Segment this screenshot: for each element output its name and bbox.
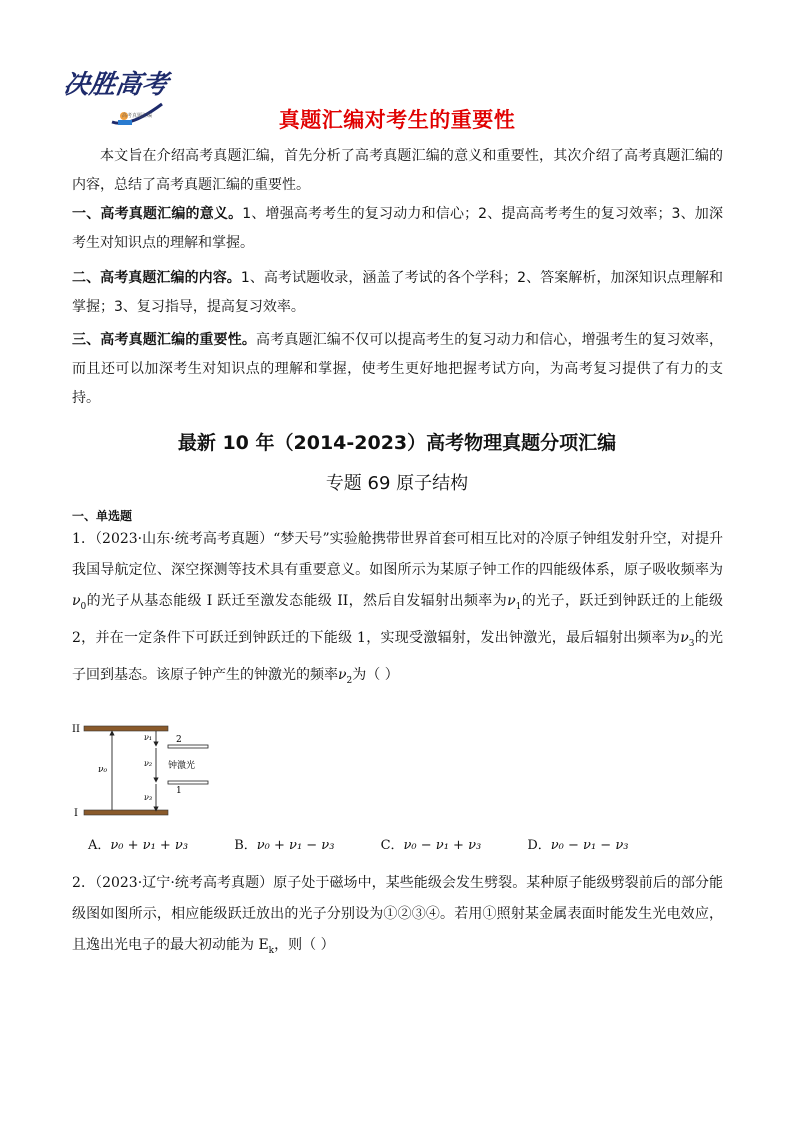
level-I-label: I bbox=[74, 808, 78, 819]
question-1 bbox=[72, 524, 723, 696]
point-2-heading: 二、高考真题汇编的内容。 bbox=[72, 270, 241, 286]
q1-part3: 的光子，跃迁到钟跃迁的上能级 2，并在一定条件下可跃迁到钟跃迁的下能级 1，实现受激辐射，发出钟激光，最后辐射出频率为 bbox=[72, 593, 723, 646]
point-3-text: 高考真题汇编不仅可以提高考生的复习动力和信心，增强考生的复习效率，而且还可以加深考生对知识点的理解和掌握，使考生更好地把握考试方向，为高考复习提供了有力的支持。 bbox=[72, 332, 724, 406]
point-1-heading: 一、高考真题汇编的意义。 bbox=[72, 206, 243, 222]
nu1-label: ν₁ bbox=[144, 733, 153, 742]
point-2-text: 1、高考试题收录，涵盖了考试的各个学科；2、答案解析，加深知识点理解和掌握；3、复习指导，提高复习效率。 bbox=[72, 270, 724, 315]
option-c-label: C． bbox=[380, 838, 404, 853]
q2-text: 2．（2023·辽宁·统考高考真题）原子处于磁场中，某些能级会发生劈裂。某种原子能级劈裂前后的部分能级图如图所示，相应能级跃迁放出的光子分别设为①②③④。若用①照射某金属表面时能发生光电效应，且逸出光电子的最大初动能为 E bbox=[72, 875, 723, 953]
option-c[interactable] bbox=[381, 834, 482, 853]
nu2-symbol: $\nu_2$ bbox=[338, 666, 353, 686]
option-a[interactable] bbox=[88, 834, 188, 853]
option-c-expr: ν₀ − ν₁ + ν₃ bbox=[403, 838, 482, 853]
q2-end: ，则（ ） bbox=[274, 937, 335, 953]
logo-text: 决胜高考 bbox=[61, 70, 170, 100]
main-title: 真题汇编对考生的重要性 bbox=[278, 108, 516, 132]
point-2 bbox=[72, 264, 723, 322]
nu2-label: ν₂ bbox=[144, 759, 153, 768]
level-1-label: 1 bbox=[176, 786, 182, 796]
q2-subscript: k bbox=[268, 945, 275, 956]
option-a-expr: ν₀ + ν₁ + ν₃ bbox=[110, 838, 189, 853]
level-II-label: II bbox=[72, 724, 80, 735]
point-1 bbox=[72, 200, 723, 258]
option-d-label: D． bbox=[527, 838, 551, 853]
q1-part4: 的光子回到基态。该原子钟产生的钟激光的频率 bbox=[72, 629, 724, 683]
q1-part5: 为（ ） bbox=[352, 666, 399, 683]
q1-part2: 的光子从基态能级 I 跃迁至激发态能级 II，然后自发辐射出频率为 bbox=[86, 593, 508, 609]
option-b-label: B． bbox=[234, 838, 257, 853]
logo-subtitle: 高考真题汇编 bbox=[122, 113, 153, 119]
option-b[interactable] bbox=[234, 834, 334, 853]
option-b-expr: ν₀ + ν₁ − ν₃ bbox=[256, 838, 335, 853]
nu3-symbol: $\nu_3$ bbox=[680, 629, 695, 649]
section-label: 一、单选题 bbox=[72, 509, 133, 523]
level-II-bar bbox=[84, 726, 168, 731]
level-1-bar bbox=[168, 781, 208, 784]
point-3-heading: 三、高考真题汇编的重要性。 bbox=[72, 332, 257, 348]
level-I-bar bbox=[84, 810, 168, 815]
nu1-symbol: $\nu_1$ bbox=[507, 593, 522, 612]
point-3 bbox=[72, 326, 723, 413]
collection-title: 最新 10 年（2014-2023）高考物理真题分项汇编 bbox=[177, 432, 617, 454]
option-d-expr: ν₀ − ν₁ − ν₃ bbox=[550, 838, 629, 853]
point-1-text: 1、增强高考考生的复习动力和信心；2、提高高考考生的复习效率；3、加深考生对知识点的理解和掌握。 bbox=[72, 206, 723, 251]
option-a-label: A． bbox=[88, 838, 111, 853]
topic-title: 专题 69 原子结构 bbox=[325, 473, 469, 494]
intro-paragraph: 本文旨在介绍高考真题汇编，首先分析了高考真题汇编的意义和重要性，其次介绍了高考真题汇编的内容，总结了高考真题汇编的重要性。 bbox=[72, 148, 723, 193]
q1-part1: 1．（2023·山东·统考高考真题）“梦天号”实验舱携带世界首套可相互比对的冷原子钟组发射升空，对提升我国导航定位、深空探测等技术具有重要意义。如图所示为某原子钟工作的四能级体系，原子吸收频率为 bbox=[72, 531, 723, 578]
level-2-bar bbox=[168, 745, 208, 748]
nu0-label: ν₀ bbox=[98, 765, 108, 775]
level-2-label: 2 bbox=[176, 735, 182, 745]
question-2 bbox=[72, 868, 723, 967]
nu0-symbol: $\nu_0$ bbox=[72, 593, 87, 612]
laser-label: 钟激光 bbox=[168, 761, 196, 771]
option-d[interactable] bbox=[527, 834, 628, 853]
energy-level-diagram bbox=[72, 718, 222, 822]
question-1-options bbox=[88, 834, 708, 853]
nu3-label: ν₃ bbox=[144, 793, 153, 802]
